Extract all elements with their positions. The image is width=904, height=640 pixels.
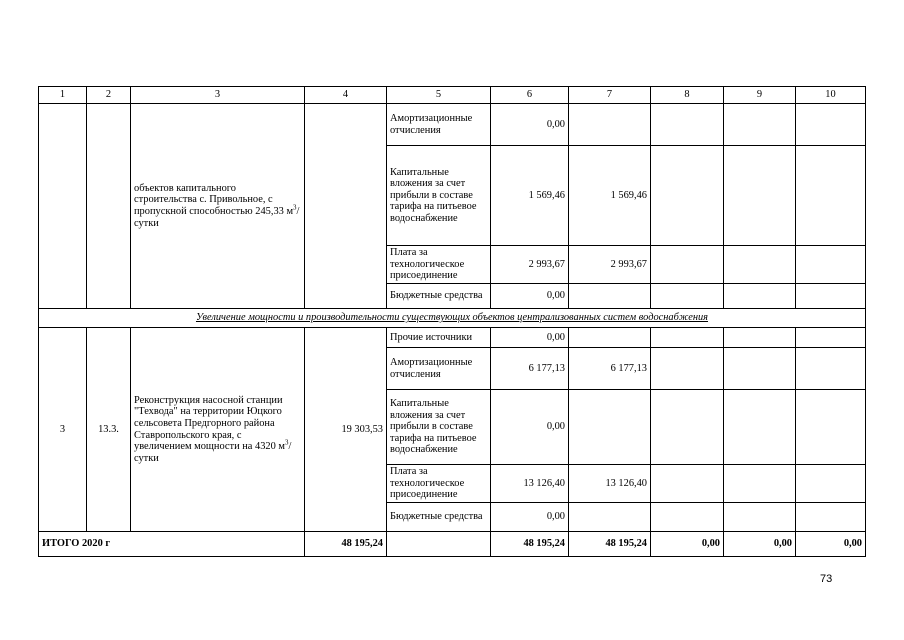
num-cell [39, 104, 87, 309]
totals-value: 0,00 [724, 532, 796, 557]
value-cell: 2 993,67 [569, 246, 651, 284]
header-cell: 4 [305, 87, 387, 104]
empty-cell [651, 503, 724, 532]
item-num: 3 [39, 328, 87, 532]
empty-cell [387, 532, 491, 557]
unit-tail: /сутки [134, 206, 300, 229]
totals-row [39, 532, 866, 557]
value-cell: 6 177,13 [491, 348, 569, 390]
code-cell [87, 104, 131, 309]
totals-value: 48 195,24 [305, 532, 387, 557]
empty-cell [724, 390, 796, 465]
value-cell: 0,00 [491, 328, 569, 348]
value-cell [569, 503, 651, 532]
section-title: Увеличение мощности и производительности существующих объектов централизованных систем водоснабжения [39, 309, 866, 328]
unit-sup: 3 [293, 203, 297, 212]
value-cell: 1 569,46 [569, 146, 651, 246]
unit-sup: 3 [284, 438, 289, 447]
item-name: Реконструкция насосной станции "Техвода" на территории Юцкого сельсовета Предгорного района Ставропольского края, с увеличением мощности на 4320 м [134, 394, 285, 453]
value-cell [569, 390, 651, 465]
item-total: 19 303,53 [305, 328, 387, 532]
header-cell: 9 [724, 87, 796, 104]
source-cell: Амортизационные отчисления [387, 104, 491, 146]
header-cell: 7 [569, 87, 651, 104]
totals-value: 0,00 [796, 532, 866, 557]
value-cell: 6 177,13 [569, 348, 651, 390]
empty-cell [796, 146, 866, 246]
empty-cell [651, 328, 724, 348]
empty-cell [796, 348, 866, 390]
totals-value: 0,00 [651, 532, 724, 557]
header-cell: 10 [796, 87, 866, 104]
source-cell: Амортизационные отчисления [387, 348, 491, 390]
empty-cell [724, 503, 796, 532]
object-name: объектов капитального строительства с. Привольное, с пропускной способностью 245,33 м [134, 182, 294, 217]
source-cell: Прочие источники [387, 328, 491, 348]
source-cell: Капитальные вложения за счет прибыли в составе тарифа на питьевое водоснабжение [387, 390, 491, 465]
item-name-cell [131, 328, 305, 532]
value-cell: 13 126,40 [491, 465, 569, 503]
totals-label: ИТОГО 2020 г [39, 532, 305, 557]
header-cell: 1 [39, 87, 87, 104]
empty-cell [651, 146, 724, 246]
value-cell [569, 284, 651, 309]
value-cell: 0,00 [491, 390, 569, 465]
value-cell: 2 993,67 [491, 246, 569, 284]
value-cell: 0,00 [491, 503, 569, 532]
empty-cell [724, 328, 796, 348]
header-cell: 8 [651, 87, 724, 104]
value-cell: 13 126,40 [569, 465, 651, 503]
header-cell: 2 [87, 87, 131, 104]
empty-cell [651, 390, 724, 465]
empty-cell [651, 284, 724, 309]
empty-cell [796, 465, 866, 503]
empty-cell [796, 104, 866, 146]
empty-cell [651, 465, 724, 503]
value-cell: 0,00 [491, 284, 569, 309]
empty-cell [724, 104, 796, 146]
item-code: 13.3. [87, 328, 131, 532]
empty-cell [796, 284, 866, 309]
empty-cell [724, 146, 796, 246]
source-cell: Плата за технологическое присоединение [387, 246, 491, 284]
empty-cell [796, 503, 866, 532]
section-row [39, 309, 866, 328]
source-cell: Бюджетные средства [387, 284, 491, 309]
totals-value: 48 195,24 [569, 532, 651, 557]
unit-tail: /сутки [134, 441, 292, 464]
header-cell: 3 [131, 87, 305, 104]
value-cell: 0,00 [491, 104, 569, 146]
empty-cell [796, 246, 866, 284]
table-row [39, 328, 866, 348]
empty-cell [724, 465, 796, 503]
value-cell [569, 104, 651, 146]
empty-cell [724, 348, 796, 390]
header-cell: 6 [491, 87, 569, 104]
total-cell [305, 104, 387, 309]
empty-cell [796, 390, 866, 465]
value-cell [569, 328, 651, 348]
page-number: 73 [820, 573, 833, 585]
empty-cell [651, 246, 724, 284]
totals-value: 48 195,24 [491, 532, 569, 557]
object-name-cell [131, 104, 305, 309]
empty-cell [796, 328, 866, 348]
empty-cell [724, 284, 796, 309]
value-cell: 1 569,46 [491, 146, 569, 246]
source-cell: Капитальные вложения за счет прибыли в составе тарифа на питьевое водоснабжение [387, 146, 491, 246]
investment-table [38, 86, 866, 557]
header-row [39, 87, 866, 104]
table-row [39, 104, 866, 146]
empty-cell [724, 246, 796, 284]
empty-cell [651, 104, 724, 146]
empty-cell [651, 348, 724, 390]
header-cell: 5 [387, 87, 491, 104]
source-cell: Бюджетные средства [387, 503, 491, 532]
source-cell: Плата за технологическое присоединение [387, 465, 491, 503]
